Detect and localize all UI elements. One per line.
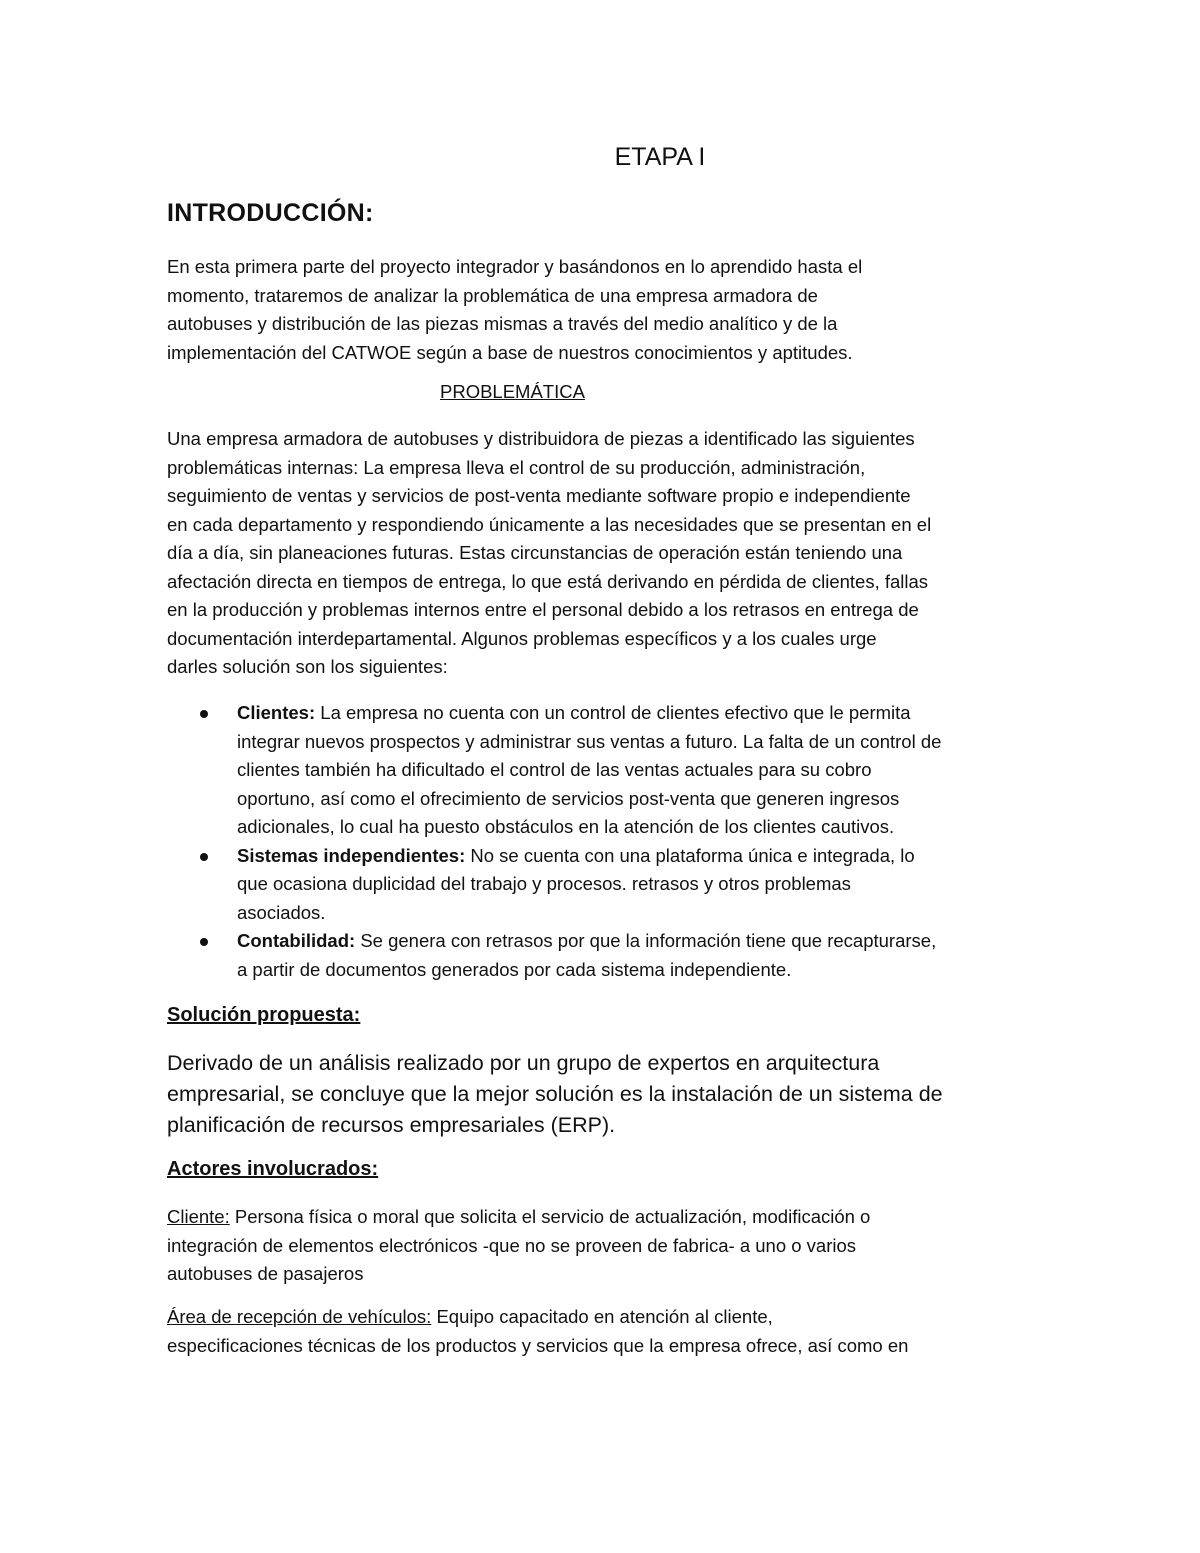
bullet-line: adicionales, lo cual ha puesto obstáculos en la atención de los clientes cautivos.: [237, 816, 895, 837]
intro-heading: INTRODUCCIÓN:: [167, 199, 374, 227]
document-title: ETAPA I: [614, 143, 706, 171]
bullet-dot-icon: [200, 853, 208, 861]
bullet-dot-icon: [200, 710, 208, 718]
problem-line: documentación interdepartamental. Algunos problemas específicos y a los cuales urge: [167, 627, 877, 649]
intro-line: autobuses y distribución de las piezas mismas a través del medio analítico y de la: [167, 313, 838, 334]
bullet-line: oportuno, así como el ofrecimiento de servicios post-venta que generen ingresos: [237, 787, 900, 809]
actor-line: autobuses de pasajeros: [167, 1263, 364, 1284]
problem-bullet-list: [167, 699, 1037, 984]
actor-cliente: [167, 1203, 1047, 1289]
bullet-line: clientes también ha dificultado el control de las ventas actuales para su cobro: [237, 759, 872, 780]
bullet-line: que ocasiona duplicidad del trabajo y procesos. retrasos y otros problemas: [237, 873, 851, 894]
bullet-text: Se genera con retrasos por que la información tiene que recapturarse,: [355, 930, 937, 951]
problem-line: problemáticas internas: La empresa lleva el control de su producción, administración,: [167, 456, 866, 478]
bullet-line: asociados.: [237, 901, 326, 923]
actor-text: Persona física o moral que solicita el servicio de actualización, modificación o: [229, 1206, 871, 1227]
problem-line: seguimiento de ventas y servicios de post-venta mediante software propio e independiente: [167, 485, 911, 506]
bullet-line: a partir de documentos generados por cada sistema independiente.: [237, 958, 792, 980]
solution-line: Derivado de un análisis realizado por un grupo de expertos en arquitectura: [167, 1051, 880, 1075]
problem-line: darles solución son los siguientes:: [167, 656, 448, 677]
actor-line: integración de elementos electrónicos -que no se proveen de fabrica- a uno o varios: [167, 1234, 857, 1256]
intro-line: momento, trataremos de analizar la problemática de una empresa armadora de: [167, 284, 818, 306]
intro-paragraph: [167, 253, 1033, 367]
actor-line: especificaciones técnicas de los productos y servicios que la empresa ofrece, así como en: [167, 1334, 909, 1356]
solution-line: empresarial, se concluye que la mejor solución es la instalación de un sistema de: [167, 1082, 943, 1106]
solution-paragraph: [167, 1048, 1047, 1141]
actors-heading: Actores involucrados:: [167, 1158, 379, 1180]
bullet-text: La empresa no cuenta con un control de clientes efectivo que le permita: [315, 702, 911, 723]
problem-line: en la producción y problemas internos entre el personal debido a los retrasos en entrega de: [167, 599, 919, 620]
problem-line: en cada departamento y respondiendo únicamente a las necesidades que se presentan en el: [167, 513, 932, 535]
problem-line: día a día, sin planeaciones futuras. Estas circunstancias de operación están teniendo una: [167, 542, 903, 563]
intro-line: En esta primera parte del proyecto integrador y basándonos en lo aprendido hasta el: [167, 256, 863, 277]
bullet-clientes: [167, 699, 1037, 842]
actor-area-recepcion: [167, 1303, 1047, 1360]
problem-line: Una empresa armadora de autobuses y distribuidora de piezas a identificado las siguientes: [167, 428, 915, 449]
bullet-label: Sistemas independientes:: [237, 844, 466, 866]
solution-heading: Solución propuesta:: [167, 1004, 361, 1026]
bullet-line: integrar nuevos prospectos y administrar sus ventas a futuro. La falta de un control de: [237, 730, 942, 752]
problem-heading: PROBLEMÁTICA: [440, 381, 585, 402]
actor-label: Cliente:: [167, 1206, 230, 1227]
actor-label: Área de recepción de vehículos:: [167, 1306, 432, 1327]
problem-paragraph: [167, 425, 1033, 682]
bullet-label: Contabilidad:: [237, 930, 356, 951]
bullet-contabilidad: [167, 927, 1037, 984]
bullet-text: No se cuenta con una plataforma única e integrada, lo: [465, 844, 915, 866]
problem-line: afectación directa en tiempos de entrega, lo que está derivando en pérdida de clientes, fallas: [167, 570, 929, 592]
actor-text: Equipo capacitado en atención al cliente,: [431, 1306, 773, 1327]
bullet-dot-icon: [200, 938, 208, 946]
bullet-sistemas: [167, 842, 1037, 928]
intro-line: implementación del CATWOE según a base de nuestros conocimientos y aptitudes.: [167, 341, 853, 363]
solution-line: planificación de recursos empresariales (ERP).: [167, 1113, 616, 1137]
bullet-label: Clientes:: [237, 702, 316, 723]
